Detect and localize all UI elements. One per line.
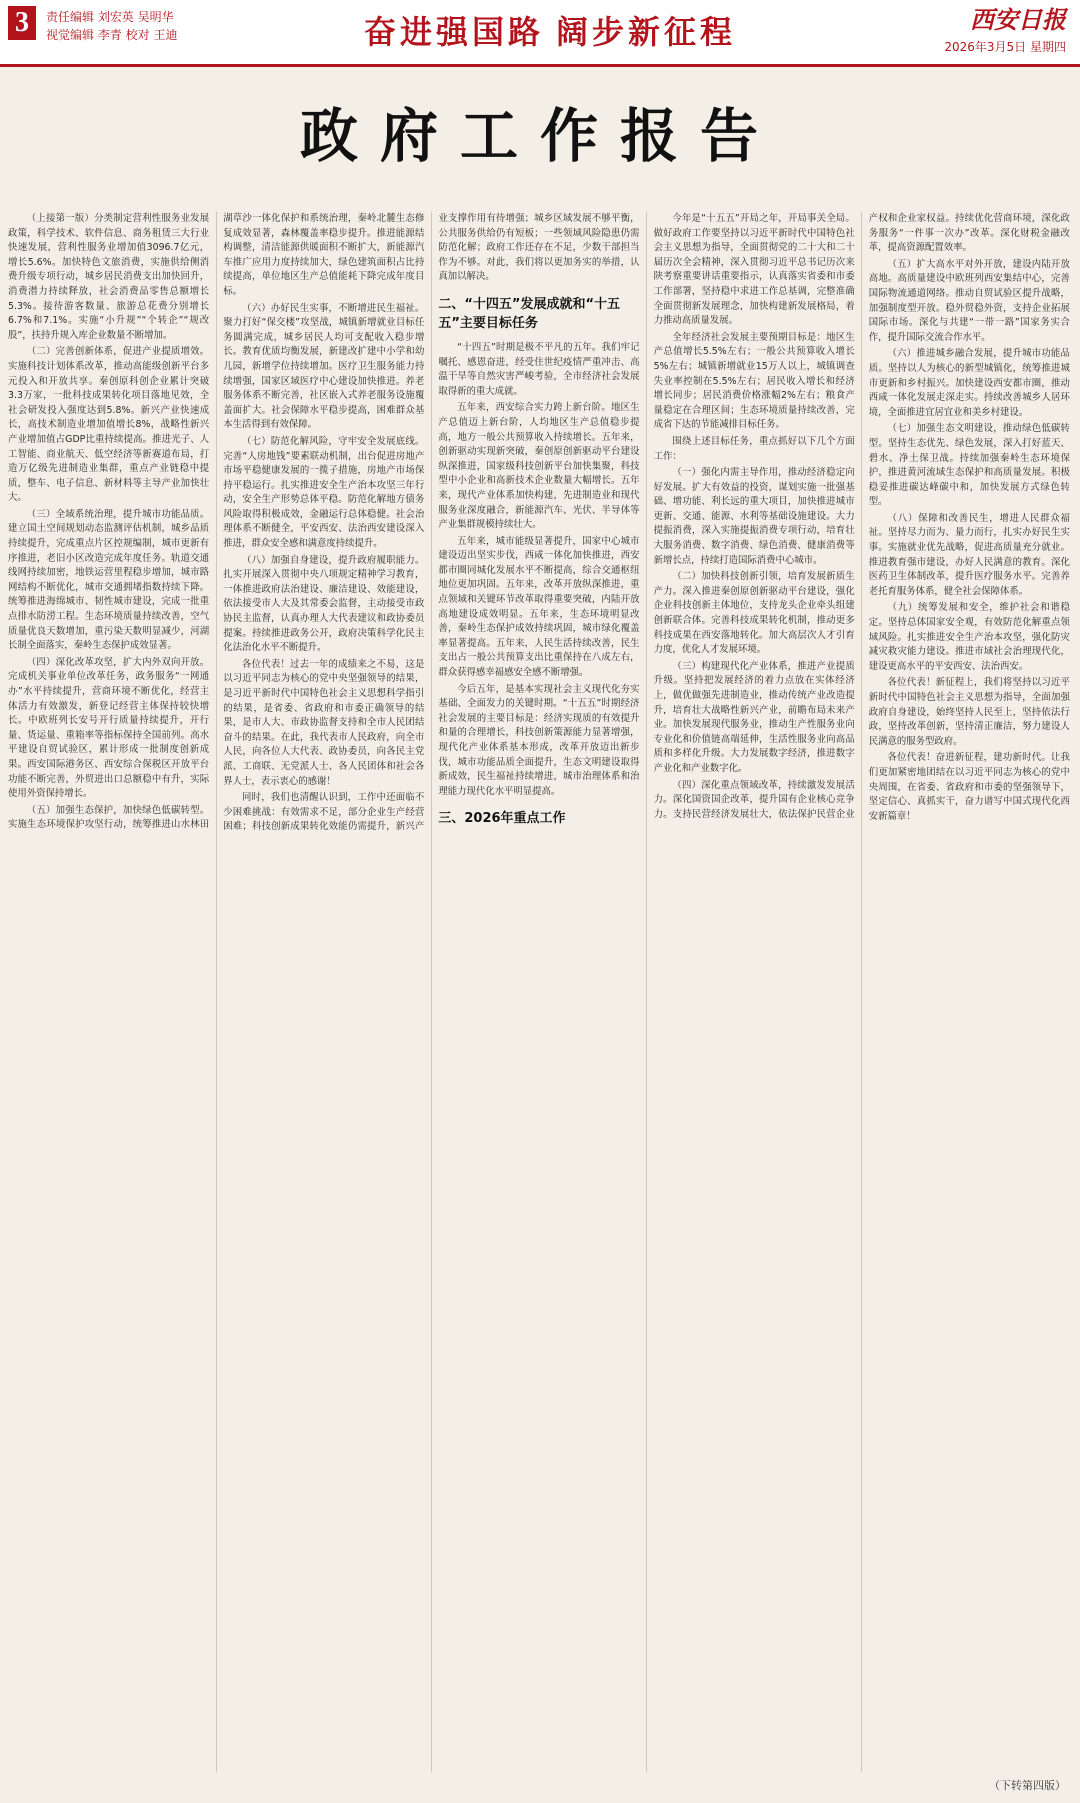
continued-note: （下转第四版） bbox=[989, 1779, 1066, 1792]
editor-line: 责任编辑 刘宏英 吴明华 bbox=[46, 10, 174, 24]
page-title: 政府工作报告 bbox=[299, 102, 780, 170]
issue-date: 2026年3月5日 星期四 bbox=[944, 40, 1066, 54]
masthead bbox=[0, 0, 1080, 67]
body-paragraph: （七）防范化解风险，守牢安全发展底线。完善“人房地钱”要素联动机制，出台促进房地产市场平稳健康发展的一揽子措施，房地产市场保持平稳运行。扎实推进安全生产治本攻坚三年行动，安全生产形势总体平稳。防范化解地方债务风险取得积极成效，金融运行总体稳健。社会治理体系不断健全，平安西安、法治西安建设深入推进，群众安全感和满意度持续提升。 bbox=[223, 435, 425, 550]
body-paragraph: （上接第一版）分类制定营利性服务业发展政策，科学技术、软件信息、商务租赁三大行业快速发展，营利性服务业增加值3096.7亿元，增长5.6%。加快特色文旅消费，实施供给侧消费升级专项行动，城乡居民消费支出加快回升，消费潜力持续释放，社会消费品零售总额增长5.3%。接待游客数量、旅游总花费分别增长6.7%和7.1%。实施“小升规”“个转企”“规改股”，扶持升规入库企业数量不断增加。 bbox=[8, 213, 210, 341]
body-paragraph: 各位代表！奋进新征程，建功新时代。让我们更加紧密地团结在以习近平同志为核心的党中央周围，在省委、省政府和市委的坚强领导下，坚定信心、真抓实干，奋力谱写中国式现代化西安新篇章！ bbox=[868, 752, 1070, 822]
body-paragraph: （三）全域系统治理，提升城市功能品质。建立国土空间规划动态监测评估机制，城乡品质持续提升，完成重点片区控规编制，城市更新有序推进，老旧小区改造完成年度任务。轨道交通线网持续加密，地铁运营里程稳步增加，城市路网结构不断优化，城市交通拥堵指数持续下降。统筹推进海绵城市、韧性城市建设，完成一批重点排水防涝工程。生态环境质量持续改善，空气质量优良天数增加，重污染天数明显减少，河湖长制全面落实，秦岭生态保护成效显著。 bbox=[8, 508, 210, 652]
body-paragraph: （二）完善创新体系，促进产业提质增效。实施科技计划体系改革，推动高能级创新平台多元投入和开放共享。秦创原科创企业累计突破3.3万家，一批科技成果转化项目落地见效，全社会研发投入强度达到5.8%。新兴产业快速成长，高技术制造业增加值增长8%，战略性新兴产业增加值占GDP比重持续提高。推进光子、人工智能、商业航天、低空经济等新赛道布局，打造万亿级先进制造业集群，重点产业链稳中提质，整车、电子信息、新材料等主导产业加快壮大。 bbox=[8, 346, 210, 504]
body-paragraph: （四）深化重点领域改革，持续激发发展活力。深化国资国企改革，提升国有企业核心竞争力。支持民营经济发展壮大，依法保护民营企业产权和企业家权益。持续优化营商环境，深化政务服务“一件事一次办”改革。深化财税金融改革，提高资源配置效率。 bbox=[653, 213, 1070, 820]
body-paragraph: （八）加强自身建设，提升政府履职能力。扎实开展深入贯彻中央八项规定精神学习教育，一体推进政府法治建设、廉洁建设、效能建设，依法接受市人大及其常委会监督，主动接受市政协民主监督，认真办理人大代表建议和政协委员提案。持续推进政务公开，政府决策科学化民主化法治化水平不断提升。 bbox=[223, 554, 425, 654]
body-paragraph: 今年是“十五五”开局之年，开局事关全局。做好政府工作要坚持以习近平新时代中国特色社会主义思想为指导，全面贯彻党的二十大和二十届历次全会精神，深入贯彻习近平总书记历次来陕考察重要讲话重要指示，认真落实省委和市委工作部署，坚持稳中求进工作总基调，完整准确全面贯彻新发展理念，加快构建新发展格局，着力推动高质量发展。 bbox=[653, 213, 855, 327]
body-paragraph: 围绕上述目标任务，重点抓好以下几个方面工作： bbox=[653, 435, 855, 462]
page-number: 3 bbox=[8, 6, 36, 40]
editor-line: 视觉编辑 李青 校对 王迪 bbox=[46, 28, 178, 42]
section-heading: 二、“十四五”发展成就和“十五五”主要目标任务 bbox=[438, 296, 621, 331]
report-body bbox=[8, 212, 1070, 1772]
body-paragraph: （六）推进城乡融合发展，提升城市功能品质。坚持以人为核心的新型城镇化，统筹推进城市更新和乡村振兴。加快建设西安都市圈，推动西咸一体化发展走深走实。持续改善城乡人居环境，全面推进宜居宜业和美乡村建设。 bbox=[868, 348, 1070, 418]
body-paragraph: 各位代表！过去一年的成绩来之不易，这是以习近平同志为核心的党中央坚强领导的结果，是习近平新时代中国特色社会主义思想科学指引的结果，是省委、省政府和市委正确领导的结果，是市人大、市政协监督支持和全市人民团结奋斗的结果。在此，我代表市人民政府，向全市人民，向各位人大代表、政协委员，向各民主党派、工商联、无党派人士、各人民团体和社会各界人士，表示衷心的感谢！ bbox=[223, 658, 425, 787]
body-paragraph: （六）办好民生实事，不断增进民生福祉。聚力打好“保交楼”攻坚战，城镇新增就业目标任务圆满完成，城乡居民人均可支配收入稳步增长。教育优质均衡发展，新建改扩建中小学和幼儿园，新增学位持续增加。医疗卫生服务能力持续增强，国家区域医疗中心建设加快推进。养老服务体系不断完善，社区嵌入式养老服务设施覆盖面扩大。社会保障水平稳步提高，困难群众基本生活得到有效保障。 bbox=[223, 302, 425, 431]
body-paragraph: （五）加强生态保护，加快绿色低碳转型。实施生态环境保护攻坚行动，统筹推进山水林田湖草沙一体化保护和系统治理，秦岭北麓生态修复成效显著，森林覆盖率稳步提升。推进能源结构调整，清洁能源供暖面积不断扩大，新能源汽车推广应用力度持续加大，绿色建筑面积占比持续提高，单位地区生产总值能耗下降完成年度目标。 bbox=[8, 213, 425, 831]
page-slogan: 奋进强国路 阔步新征程 bbox=[363, 14, 736, 50]
body-paragraph: 同时，我们也清醒认识到，工作中还面临不少困难挑战：有效需求不足，部分企业生产经营困难；科技创新成果转化效能仍需提升，新兴产业支撑作用有待增强；城乡区域发展不够平衡，公共服务供给仍有短板；一些领域风险隐患仍需防范化解；政府工作还存在不足，少数干部担当作为不够。对此，我们将以更加务实的举措，认真加以解决。 bbox=[223, 213, 640, 833]
body-paragraph: 五年来，西安综合实力跨上新台阶。地区生产总值迈上新台阶，人均地区生产总值稳步提高，地方一般公共预算收入持续增长。五年来，创新驱动实现新突破，秦创原创新驱动平台建设纵深推进，国家级科技创新平台加快集聚，科技型中小企业和高新技术企业数量大幅增长。五年来，现代产业体系加快构建，先进制造业和现代服务业深度融合，新能源汽车、光伏、半导体等产业集群规模持续壮大。 bbox=[438, 402, 640, 531]
body-paragraph: （九）统筹发展和安全，维护社会和谐稳定。坚持总体国家安全观，有效防范化解重点领域风险。扎实推进安全生产治本攻坚，强化防灾减灾救灾能力建设。推进市域社会治理现代化，建设更高水平的平安西安、法治西安。 bbox=[868, 602, 1070, 672]
body-paragraph: （五）扩大高水平对外开放，建设内陆开放高地。高质量建设中欧班列西安集结中心，完善国际物流通道网络。推动自贸试验区提升战略，加强制度型开放。稳外贸稳外资，支持企业拓展国际市场。深化与共建“一带一路”国家务实合作，提升国际交流合作水平。 bbox=[868, 258, 1070, 343]
body-paragraph: （八）保障和改善民生，增进人民群众福祉。坚持尽力而为、量力而行，扎实办好民生实事。实施就业优先战略，促进高质量充分就业。推进教育强市建设，办好人民满意的教育。深化医药卫生体制改革，提升医疗服务水平。完善养老托育服务体系，健全社会保障体系。 bbox=[868, 512, 1070, 597]
body-paragraph: 五年来，城市能级显著提升，国家中心城市建设迈出坚实步伐，西咸一体化加快推进，西安都市圈同城化发展水平不断提高，综合交通枢纽地位更加巩固。五年来，改革开放纵深推进，重点领域和关键环节改革取得重要突破，内陆开放高地建设成效明显。五年来，生态环境明显改善，秦岭生态保护成效持续巩固，城市绿化覆盖率显著提高。五年来，人民生活持续改善，民生支出占一般公共预算支出比重保持在八成左右，群众获得感幸福感安全感不断增强。 bbox=[438, 535, 640, 679]
paper-logo: 西安日报 bbox=[970, 5, 1066, 34]
body-paragraph: “十四五”时期是极不平凡的五年。我们牢记嘱托、感恩奋进，经受住世纪疫情严重冲击、高温干旱等自然灾害严峻考验，全市经济社会发展取得新的重大成就。 bbox=[438, 341, 640, 397]
body-paragraph: （三）构建现代化产业体系，推进产业提质升级。坚持把发展经济的着力点放在实体经济上，做优做强先进制造业，推动传统产业改造提升，培育壮大战略性新兴产业，前瞻布局未来产业。加快发展现代服务业，推动生产性服务业向专业化和价值链高端延伸，生活性服务业向高品质和多样化升级。大力发展数字经济，推进数字产业化和产业数字化。 bbox=[653, 660, 855, 774]
body-paragraph: （二）加快科技创新引领，培育发展新质生产力。深入推进秦创原创新驱动平台建设，强化企业科技创新主体地位，支持龙头企业牵头组建创新联合体。完善科技成果转化机制，推动更多科技成果在西安落地转化。加大高层次人才引育力度，优化人才发展环境。 bbox=[653, 571, 855, 656]
body-paragraph: 全年经济社会发展主要预期目标是：地区生产总值增长5.5%左右；一般公共预算收入增长5%左右；城镇新增就业15万人以上，城镇调查失业率控制在5.5%左右；居民收入增长和经济增长同步；居民消费价格涨幅2%左右；粮食产量稳定在合理区间；生态环境质量持续改善，完成省下达的节能减排目标任务。 bbox=[653, 331, 855, 431]
body-paragraph: （四）深化改革攻坚，扩大内外双向开放。完成机关事业单位改革任务，政务服务“一网通办”水平持续提升，营商环境不断优化，经营主体活力有效激发，新登记经营主体保持较快增长。中欧班列长安号开行质量持续提升，开行量、货运量、重箱率等指标保持全国前列。高水平建设自贸试验区，累计形成一批制度创新成果。西安国际港务区、西安综合保税区开放平台功能不断完善，外贸进出口总额稳中有升，实际使用外资保持增长。 bbox=[8, 656, 210, 800]
editor-info bbox=[46, 8, 236, 44]
body-paragraph: 各位代表！新征程上，我们将坚持以习近平新时代中国特色社会主义思想为指导，全面加强政府自身建设，始终坚持人民至上，坚持依法行政，坚持改革创新，坚持清正廉洁，努力建设人民满意的服务型政府。 bbox=[868, 677, 1070, 747]
body-paragraph: （七）加强生态文明建设，推动绿色低碳转型。坚持生态优先、绿色发展，深入打好蓝天、碧水、净土保卫战。持续加强秦岭生态环境保护，推进黄河流域生态保护和高质量发展。积极稳妥推进碳达峰碳中和，加快发展方式绿色转型。 bbox=[868, 423, 1070, 508]
section-heading: 三、2026年重点工作 bbox=[438, 811, 566, 827]
body-paragraph: （一）强化内需主导作用，推动经济稳定向好发展。扩大有效益的投资，谋划实施一批强基础、增功能、利长远的重大项目，加快推进城市更新、交通、能源、水利等基础设施建设。大力提振消费，深入实施提振消费专项行动，培育壮大服务消费、数字消费、绿色消费、健康消费等新增长点，持续打造国际消费中心城市。 bbox=[653, 467, 855, 566]
body-paragraph: 今后五年，是基本实现社会主义现代化夯实基础、全面发力的关键时期。“十五五”时期经济社会发展的主要目标是：经济实现质的有效提升和量的合理增长，科技创新策源能力显著增强，现代化产业体系基本形成，改革开放迈出新步伐，城市功能品质全面提升，生态文明建设取得新成效，民生福祉持续增进，城市治理体系和治理能力现代化水平明显提高。 bbox=[438, 683, 640, 797]
